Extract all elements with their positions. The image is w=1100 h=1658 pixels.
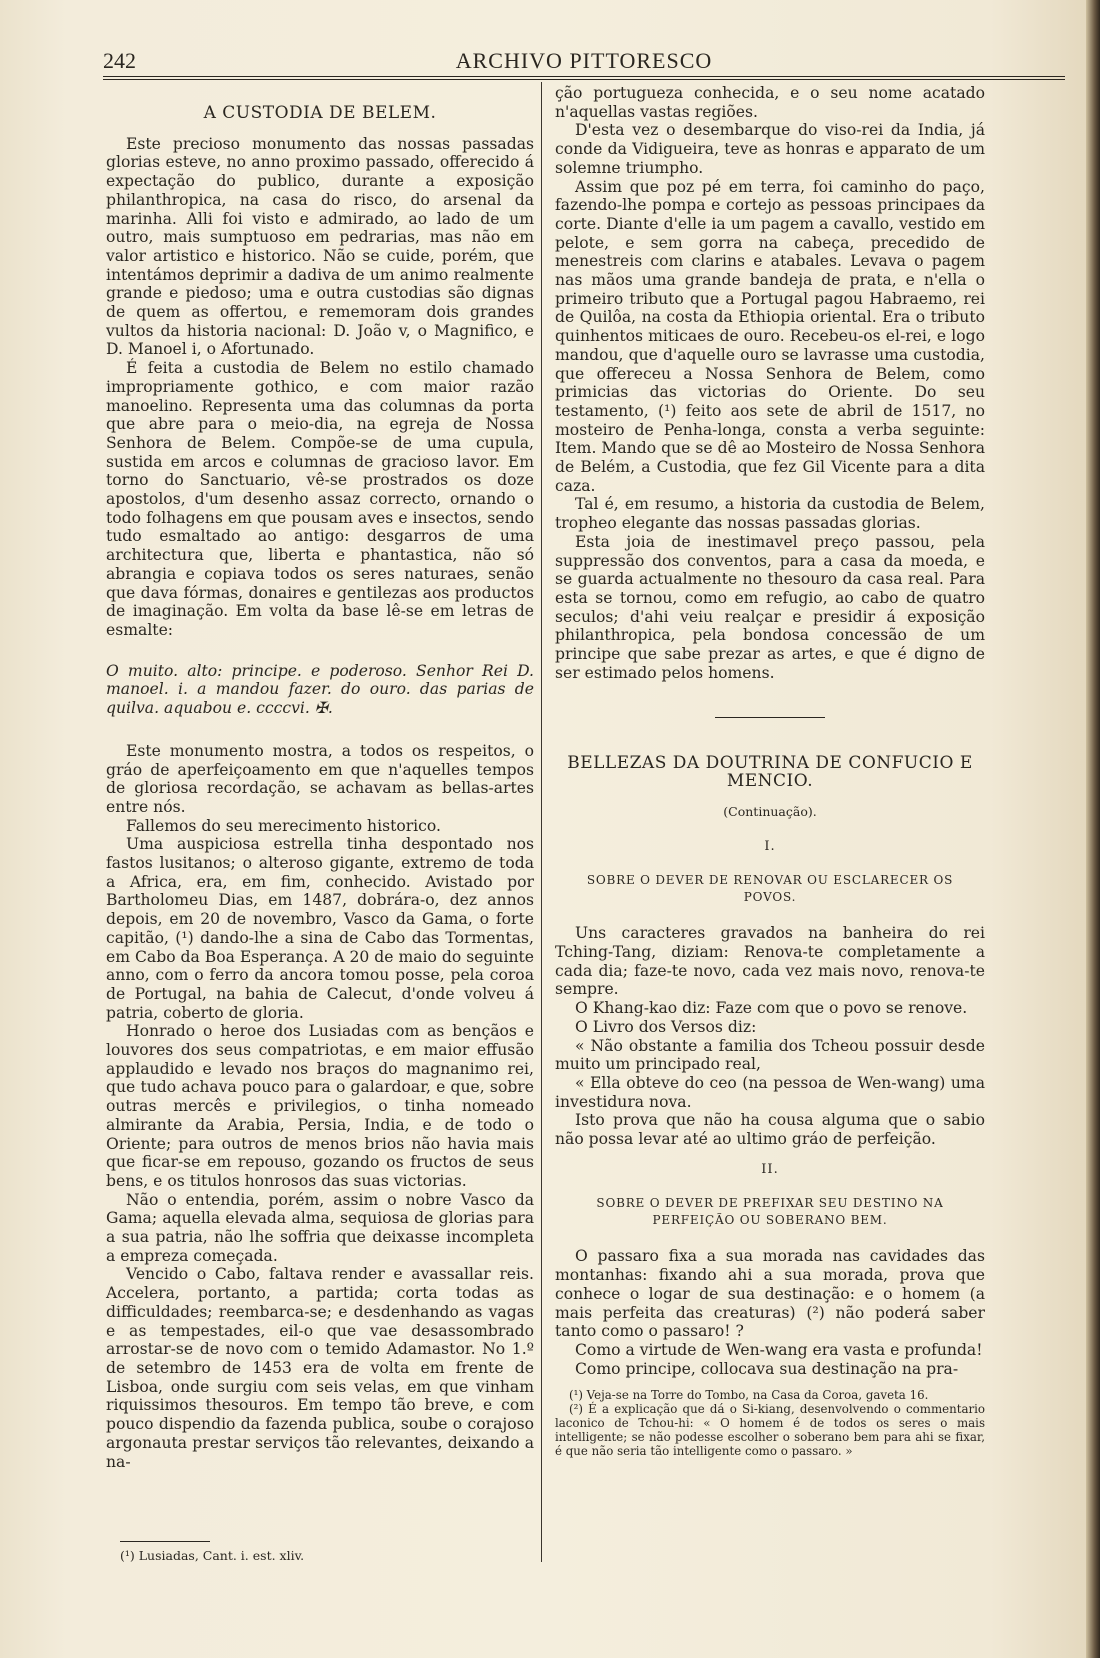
footnote-text: (¹) Veja-se na Torre do Tombo, na Casa da Coroa, gaveta 16. <box>569 1388 929 1403</box>
page-number: 242 <box>103 48 136 73</box>
paragraph: Este monumento mostra, a todos os respeitos, o gráo de aperfeiçoamento em que n'aquelles tempos de gloriosa recordação, se achavam as bellas-artes entre nós. <box>106 741 534 816</box>
part-heading-1: SOBRE O DEVER DE RENOVAR OU ESCLARECER OS POVOS. <box>586 873 954 905</box>
paragraph: Não o entendia, porém, assim o nobre Vasco da Gama; aquella elevada alma, sequiosa de glorias para a sua patria, não lhe soffria que deixasse incompleta a empreza começada. <box>106 1190 534 1265</box>
journal-title: ARCHIVO PITTORESCO <box>455 48 713 73</box>
paragraph: Como a virtude de Wen-wang era vasta e profunda! <box>575 1340 983 1359</box>
footnotes-right <box>555 1388 985 1458</box>
paragraph: D'esta vez o desembarque do viso-rei da India, já conde da Vidigueira, teve as honras e apparato de um solemne triumpho. <box>555 121 985 177</box>
paragraph: Esta joia de inestimavel preço passou, pela suppressão dos conventos, para a casa da moeda, e se guarda actualmente no thesouro da casa real. Para esta se tornou, como em refugio, ao cabo de quatro seculos; d'ahi veiu realçar e presidir á exposição philanthropica, pela bondosa concessão de um principe que sabe prezar as artes, e que é digno de ser estimado pelos homens. <box>555 532 985 682</box>
part-numeral-1: I. <box>764 838 776 854</box>
footnote-rule <box>120 1541 210 1542</box>
paragraph: Como principe, collocava sua destinação na pra- <box>575 1359 959 1378</box>
part-heading-2: SOBRE O DEVER DE PREFIXAR SEU DESTINO NA PERFEIÇÃO OU SOBERANO BEM. <box>596 1196 944 1228</box>
article-title-custodia: A CUSTODIA DE BELEM. <box>203 103 437 123</box>
paragraph: ção portugueza conhecida, e o seu nome acatado n'aquellas vastas regiões. <box>555 84 985 121</box>
paragraph: « Ella obteve do ceo (na pessoa de Wen-wang) uma investidura nova. <box>555 1073 985 1111</box>
column-divider <box>541 82 542 1562</box>
article-title-confucio: BELLEZAS DA DOUTRINA DE CONFUCIO E MENCIO. <box>567 752 973 792</box>
paragraph: « Não obstante a familia dos Tcheou possuir desde muito um principado real, <box>555 1036 985 1074</box>
inscription-text: O muito. alto: principe. e poderoso. Senhor Rei D. manoel. i. a mandou fazer. do ouro. das parias de quilva. aquabou e. ccccvi. ✠. <box>106 661 534 718</box>
paragraph: Assim que poz pé em terra, foi caminho do paço, fazendo-lhe pompa e cortejo as pessoas principaes da corte. Diante d'elle ia um pagem a cavallo, vestido em pelote, e sem gorra na cabeça, precedido de menestreis com clarins e atabales. Levava o pagem nas mãos uma grande bandeja de prata, e n'ella o primeiro tributo que a Portugal pagou Habraemo, rei de Quilôa, na costa da Ethiopia oriental. Era o tributo quinhentos miticaes de ouro. Recebeu-os el-rei, e logo mandou, que d'aquelle ouro se lavrasse uma custodia, que offereceu a Nossa Senhora de Belem, como primicias das victorias do Oriente. Do seu testamento, (¹) feito aos sete de abril de 1517, no mosteiro de Penha-longa, consta a verba seguinte: Item. Mando que se dê ao Mosteiro de Nossa Senhora de Belém, a Custodia, que fez Gil Vicente para a dita caza. <box>555 177 985 495</box>
paragraph: Tal é, em resumo, a historia da custodia de Belem, tropheo elegante das nossas passadas glorias. <box>555 495 985 533</box>
right-column <box>555 84 985 1458</box>
left-column <box>106 84 534 1471</box>
inscription-block <box>106 662 534 718</box>
paragraph: Honrado o heroe dos Lusiadas com as bençãos e louvores dos seus compatriotas, e em maior effusão applaudido e levado nos braços do magnanimo rei, que tudo achava pouco para o galardoar, e que, sobre outras mercês e privilegios, o tinha nomeado almirante da Arabia, Persia, India, e de todo o Oriente; para outros de menos brios não havia mais que ficar-se em repouso, gozando os fructos de seus bens, e os titulos honrosos das suas victorias. <box>106 1022 534 1190</box>
paragraph: É feita a custodia de Belem no estilo chamado impropriamente gothico, e com maior razão manoelino. Representa uma das columnas da porta que abre para o meio-dia, na egreja de Nossa Senhora de Belem. Compõe-se de uma cupula, sustida em arcos e columnas de gracioso lavor. Em torno do Sanctuario, vê-se prostrados os doze apostolos, d'um desenho assaz correcto, ornando o todo folhagens em que pousam aves e insectos, sendo tudo esmaltado ao antigo: desgarros de uma architectura que, liberta e phantastica, não só abrangia e copiava todos os seres naturaes, senão que dava fórmas, donaires e gentilezas aos productos de imaginação. Em volta da base lê-se em letras de esmalte: <box>106 359 534 639</box>
footnote-text: (¹) Lusiadas, Cant. i. est. xliv. <box>120 1548 305 1563</box>
article-separator <box>715 717 825 718</box>
paragraph: Fallemos do seu merecimento historico. <box>126 816 441 835</box>
page-binding-edge <box>1086 0 1100 1658</box>
part-numeral-2: II. <box>761 1161 779 1177</box>
footnote-text: (²) É a explicação que dá o Si-kiang, desenvolvendo o commentario laconico de Tchou-hi: « O homem é de todos os seres o mais intelligente; se não podesse escolher o soberano bem para ahi se fixar, é que não seria tão intelligente como o passaro. » <box>555 1402 985 1459</box>
paragraph: Isto prova que não ha cousa alguma que o sabio não possa levar até ao ultimo gráo de perfeição. <box>555 1111 985 1149</box>
paragraph: O passaro fixa a sua morada nas cavidades das montanhas: fixando ahi a sua morada, prova que conhece o logar de sua destinação: e o homem (a mais perfeita das creaturas) (²) não poderá saber tanto como o passaro! ? <box>555 1247 985 1341</box>
footnote-left <box>120 1533 304 1563</box>
paragraph: Uma auspiciosa estrella tinha despontado nos fastos lusitanos; o alteroso gigante, extremo de toda a Africa, era, em fim, conhecido. Avistado por Bartholomeu Dias, em 1487, dobrára-o, dez annos depois, em 20 de novembro, Vasco da Gama, o forte capitão, (¹) dando-lhe a sina de Cabo das Tormentas, em Cabo da Boa Esperança. A 20 de maio do seguinte anno, com o ferro da ancora tomou posse, pela coroa de Portugal, na bahia de Calecut, d'onde volveu á patria, coberto de gloria. <box>106 835 534 1022</box>
paragraph: Este precioso monumento das nossas passadas glorias esteve, no anno proximo passado, offerecido á expectação do publico, durante a exposição philanthropica, na casa do risco, do arsenal da marinha. Alli foi visto e admirado, ao lado de um outro, mais sumptuoso em pedrarias, mas não em valor artistico e historico. Não se cuide, porém, que intentámos deprimir a dadiva de um animo realmente grande e piedoso; uma e outra custodias são dignas de quem as offertou, e rememoram dois grandes vultos da historia nacional: D. João v, o Magnifico, e D. Manoel i, o Afortunado. <box>106 134 534 359</box>
paragraph: Vencido o Cabo, faltava render e avassallar reis. Accelera, portanto, a partida; corta todas as difficuldades; reembarca-se; e desdenhando as vagas e as tempestades, eil-o que vae desassombrado arrostar-se de novo com o temido Adamastor. No 1.º de setembro de 1453 era de volta em frente de Lisboa, onde surgiu com seis velas, em que vinham riquissimos thesouros. Em tempo tão breve, e com pouco dispendio da fazenda publica, soube o corajoso argonauta prestar serviços tão relevantes, deixando a na- <box>106 1265 534 1471</box>
continuation-note: (Continuação). <box>723 803 817 819</box>
paragraph: O Khang-kao diz: Faze com que o povo se renove. <box>575 999 968 1018</box>
paragraph: O Livro dos Versos diz: <box>575 1017 757 1036</box>
page-header <box>103 48 1065 78</box>
header-rule <box>103 76 1065 80</box>
paragraph: Uns caracteres gravados na banheira do rei Tching-Tang, diziam: Renova-te completamente a cada dia; faze-te novo, cada vez mais novo, renova-te sempre. <box>555 924 985 999</box>
